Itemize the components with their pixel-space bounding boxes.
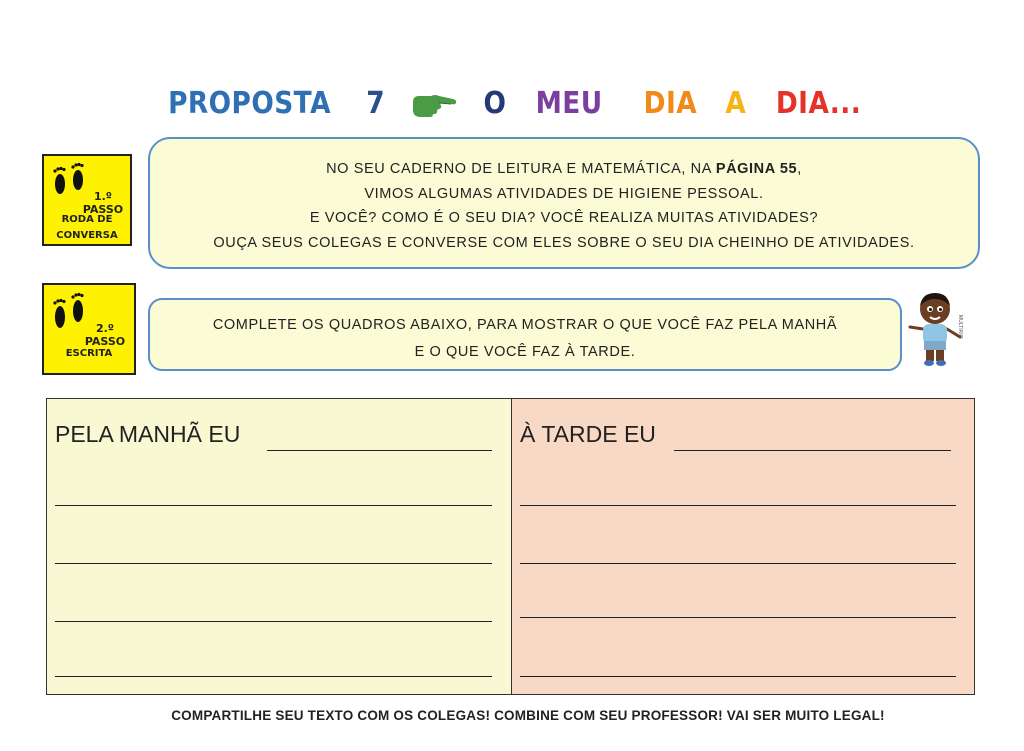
page-title [0,86,1024,121]
step1-line3: E VOCÊ? COMO É O SEU DIA? VOCÊ REALIZA MUITAS ATIVIDADES? [309,210,819,226]
afternoon-answer-line[interactable] [520,676,956,677]
step1-line4: OUÇA SEUS COLEGAS E CONVERSE COM ELES SOBRE O SEU DIA CHEINHO DE ATIVIDADES. [213,234,915,251]
morning-answer-line[interactable] [55,676,492,677]
afternoon-heading: À TARDE EU [520,421,656,447]
morning-answer-line[interactable] [267,450,492,451]
morning-answer-line[interactable] [55,505,492,506]
page-reference: PÁGINA 55 [715,161,798,177]
step1-line2: VIMOS ALGUMAS ATIVIDADES DE HIGIENE PESSOAL. [364,185,764,202]
morning-answer-line[interactable] [55,563,492,564]
boy-waving-icon [906,291,964,367]
title-number: 7 [365,86,385,121]
title-word-proposta: PROPOSTA [167,86,331,121]
step1-name-line1: RODA DE [61,214,113,225]
step1-badge [42,154,132,246]
title-word-meu: MEU [535,86,603,121]
title-word-dia-end: DIA... [776,86,862,121]
title-word-a: A [725,86,747,121]
afternoon-answer-line[interactable] [674,450,951,451]
step2-badge [42,283,136,375]
afternoon-answer-line[interactable] [520,505,956,506]
morning-box [47,399,512,694]
step2-instructions [148,298,902,371]
pointing-hand-icon [411,92,457,118]
footer-message: COMPARTILHE SEU TEXTO COM OS COLEGAS! COMBINE COM SEU PROFESSOR! VAI SER MUITO LEGAL! [171,708,885,723]
writing-boxes [46,398,975,695]
morning-heading: PELA MANHÃ EU [55,421,241,447]
step1-name-line2: CONVERSA [56,230,118,241]
title-word-o: O [483,86,507,121]
step2-number: 2.º PASSO [84,322,126,348]
illustration-credit: MULTIRIO [957,315,963,339]
afternoon-answer-line[interactable] [520,563,956,564]
step1-instructions [148,137,980,269]
step1-number: 1.º PASSO [82,190,124,216]
step2-line1: COMPLETE OS QUADROS ABAIXO, PARA MOSTRAR O QUE VOCÊ FAZ PELA MANHÃ [212,317,838,333]
afternoon-answer-line[interactable] [520,617,956,618]
morning-answer-line[interactable] [55,621,492,622]
step2-line2: E O QUE VOCÊ FAZ À TARDE. [414,344,636,360]
step1-line1: NO SEU CADERNO DE LEITURA E MATEMÁTICA, NA PÁGINA 55, [326,161,802,177]
step2-name: ESCRITA [65,348,113,359]
title-word-dia: DIA [643,86,698,121]
afternoon-box [512,399,974,694]
